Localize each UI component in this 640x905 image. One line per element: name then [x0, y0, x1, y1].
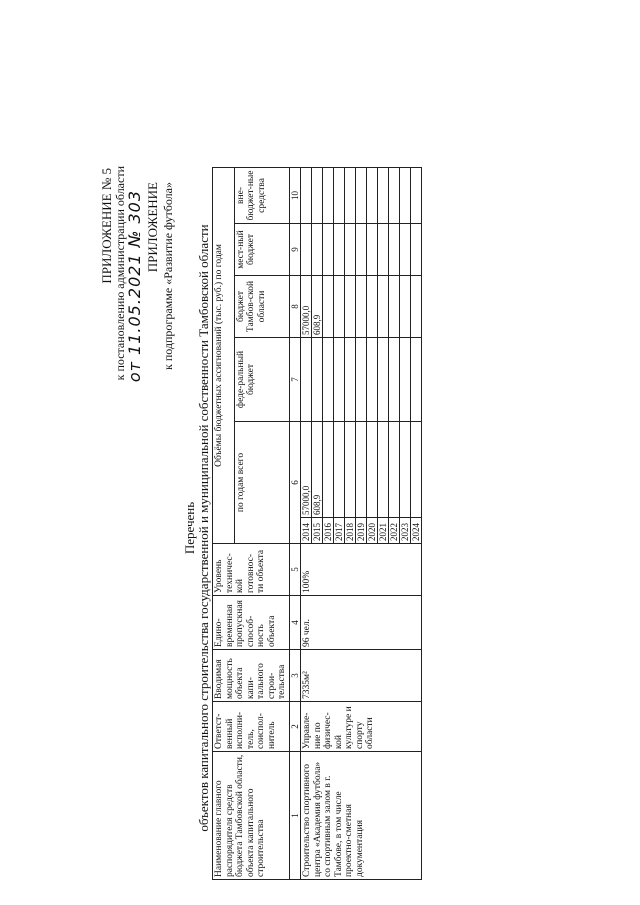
total-cell	[334, 422, 345, 518]
total-cell	[323, 422, 334, 518]
header-funding: Объёмы бюджетных ассигнований (тыс. руб.) по годам	[213, 167, 235, 543]
col-number: 5	[289, 544, 301, 596]
header-throughput: Едино-временная пропускная способ-ность объекта	[213, 596, 290, 650]
regional-cell	[367, 276, 378, 338]
year-rows	[301, 167, 422, 879]
table-row	[301, 167, 312, 879]
local-cell	[389, 224, 400, 276]
total-cell	[389, 422, 400, 518]
local-cell	[367, 224, 378, 276]
federal-cell	[323, 338, 334, 422]
total-cell	[367, 422, 378, 518]
federal-cell	[356, 338, 367, 422]
regional-cell: 57000,0	[301, 276, 312, 338]
year-cell: 2015	[312, 518, 323, 544]
col-number: 8	[289, 276, 301, 338]
col-number: 10	[289, 167, 301, 223]
federal-cell	[367, 338, 378, 422]
regional-cell	[323, 276, 334, 338]
year-cell: 2022	[389, 518, 400, 544]
col-number: 1	[289, 752, 301, 880]
year-cell: 2018	[345, 518, 356, 544]
total-cell: 608,9	[312, 422, 323, 518]
document-title: Перечень	[182, 501, 197, 555]
extra-cell	[378, 167, 389, 223]
extra-cell	[411, 167, 422, 223]
resolution-reference: к постановлению администрации области	[113, 166, 127, 381]
object-throughput: 96 чел.	[301, 596, 422, 650]
header-extrabudget: вне-бюджет-ные средства	[234, 167, 289, 223]
object-capacity: 7335м²	[301, 650, 422, 702]
objects-table	[212, 167, 422, 880]
federal-cell	[334, 338, 345, 422]
extra-cell	[356, 167, 367, 223]
extra-cell	[334, 167, 345, 223]
total-cell	[378, 422, 389, 518]
federal-cell	[411, 338, 422, 422]
col-number: 9	[289, 224, 301, 276]
col-number: 2	[289, 702, 301, 752]
regional-cell	[389, 276, 400, 338]
local-cell	[411, 224, 422, 276]
extra-cell	[345, 167, 356, 223]
col-number: 3	[289, 650, 301, 702]
document-subtitle: объектов капитального строительства государственной и муниципальной собственности Тамбовской области	[196, 224, 211, 832]
appendix-number: ПРИЛОЖЕНИЕ № 5	[99, 168, 114, 284]
federal-cell	[400, 338, 411, 422]
total-cell	[411, 422, 422, 518]
local-cell	[356, 224, 367, 276]
regional-cell	[378, 276, 389, 338]
extra-cell	[400, 167, 411, 223]
local-cell	[334, 224, 345, 276]
local-cell	[378, 224, 389, 276]
federal-cell	[378, 338, 389, 422]
local-cell	[312, 224, 323, 276]
header-name: Наименование главного распорядителя средств бюджета Тамбовской области, объекта капитального строительства	[213, 752, 290, 880]
header-regional: бюджет Тамбов-ской области	[234, 276, 289, 338]
federal-cell	[301, 338, 312, 422]
col-number: 7	[289, 338, 301, 422]
object-name: Строительство спортивного центра «Академия футбола» со спортивным залом в г. Тамбове, в том числе проектно-сметная документация	[301, 752, 422, 880]
object-responsible: Управле-ние по физичес-кой культуре и спорту области	[301, 702, 422, 752]
header-readiness: Уровень техничес-кой готовнос-ти объекта	[213, 544, 290, 596]
subprogram-reference: к подпрограмме «Развитие футбола»	[161, 182, 175, 370]
col-number: 4	[289, 596, 301, 650]
object-readiness: 100%	[301, 544, 422, 596]
federal-cell	[312, 338, 323, 422]
header-row-1	[213, 167, 235, 879]
federal-cell	[389, 338, 400, 422]
year-cell: 2023	[400, 518, 411, 544]
regional-cell	[334, 276, 345, 338]
extra-cell	[312, 167, 323, 223]
local-cell	[301, 224, 312, 276]
extra-cell	[323, 167, 334, 223]
rotated-content	[98, 168, 528, 888]
regional-cell: 608,9	[312, 276, 323, 338]
year-cell: 2020	[367, 518, 378, 544]
year-cell: 2014	[301, 518, 312, 544]
handwritten-date-number: от 11.05.2021 № 303	[125, 190, 144, 383]
header-federal: феде-ральный бюджет	[234, 338, 289, 422]
header-responsible: Ответст-венный исполни-тель, соиспол-нитель	[213, 702, 290, 752]
year-cell: 2024	[411, 518, 422, 544]
local-cell	[400, 224, 411, 276]
regional-cell	[411, 276, 422, 338]
extra-cell	[301, 167, 312, 223]
appendix-label: ПРИЛОЖЕНИЕ	[145, 182, 160, 273]
regional-cell	[345, 276, 356, 338]
year-cell: 2016	[323, 518, 334, 544]
extra-cell	[367, 167, 378, 223]
regional-cell	[356, 276, 367, 338]
year-cell: 2017	[334, 518, 345, 544]
local-cell	[345, 224, 356, 276]
total-cell	[345, 422, 356, 518]
header-local: мест-ный бюджет	[234, 224, 289, 276]
total-cell	[356, 422, 367, 518]
total-cell	[400, 422, 411, 518]
header-total: по годам всего	[234, 422, 289, 544]
total-cell: 57000,0	[301, 422, 312, 518]
column-number-row	[289, 167, 301, 879]
federal-cell	[345, 338, 356, 422]
regional-cell	[400, 276, 411, 338]
extra-cell	[389, 167, 400, 223]
year-cell: 2019	[356, 518, 367, 544]
local-cell	[323, 224, 334, 276]
year-cell: 2021	[378, 518, 389, 544]
col-number: 6	[289, 422, 301, 544]
header-capacity: Вводимая мощность объекта капи-тального строи-тельства	[213, 650, 290, 702]
